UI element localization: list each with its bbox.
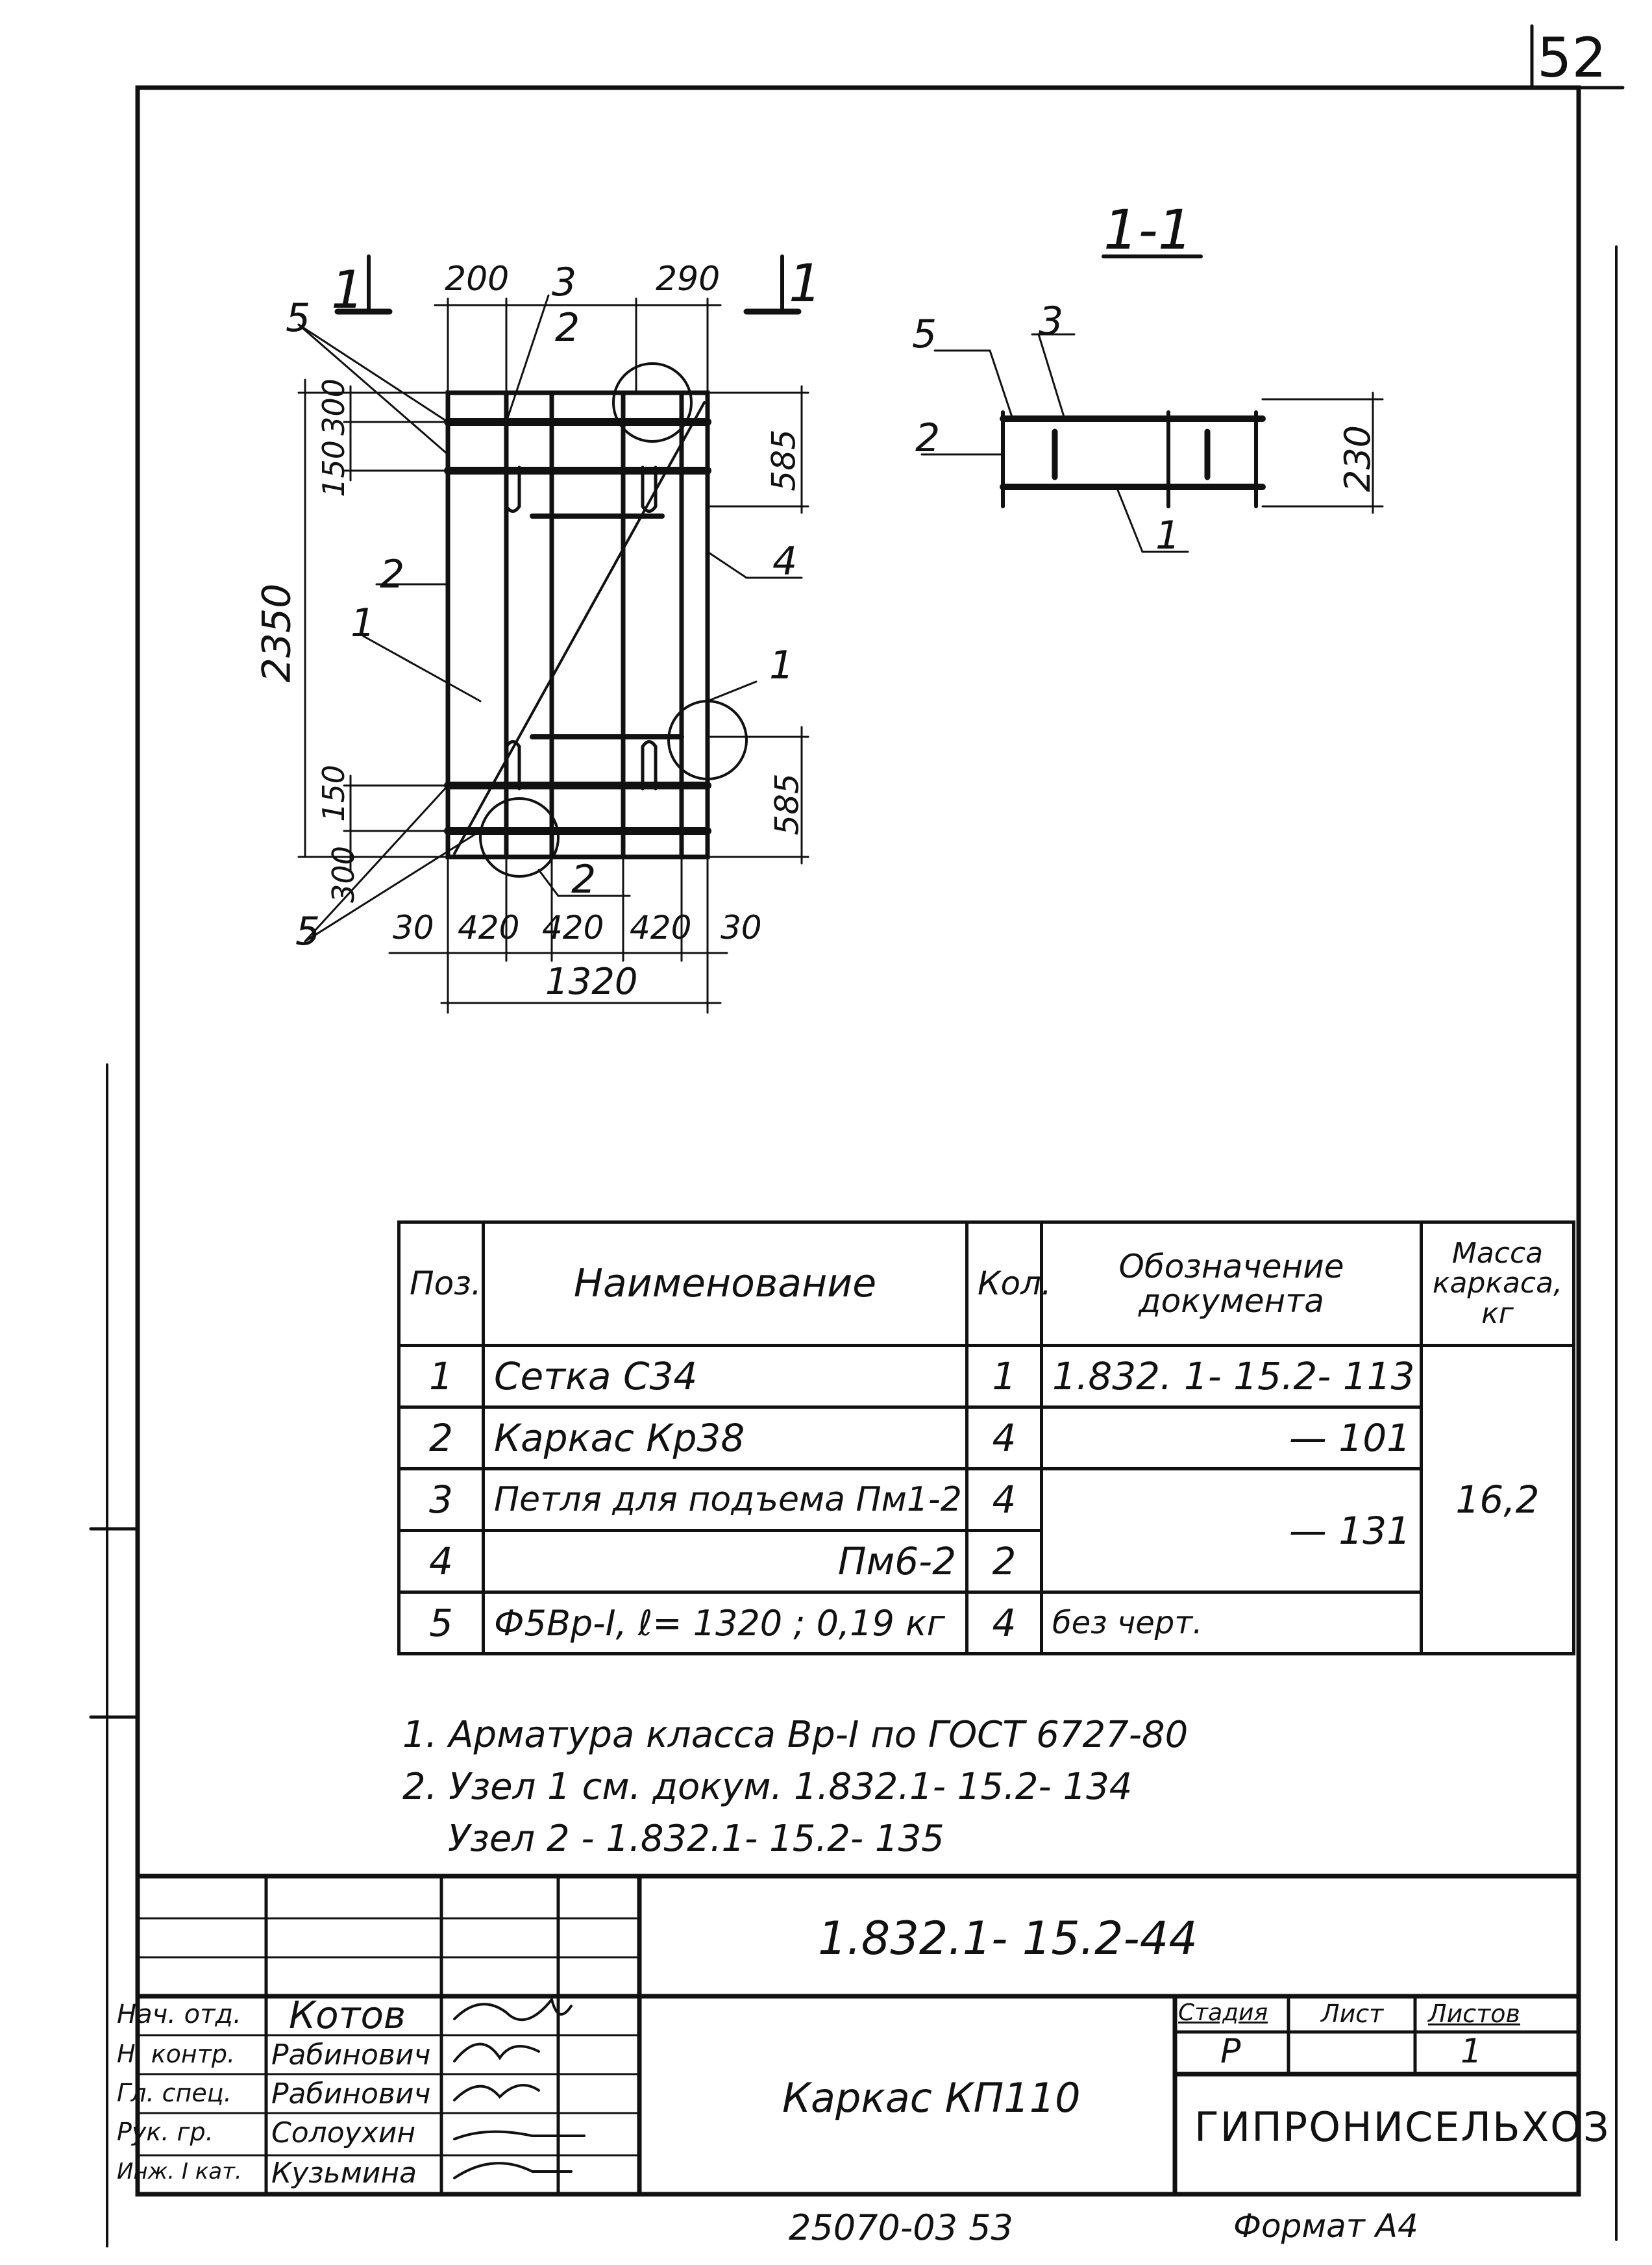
section-callout-2: 2 — [915, 415, 941, 461]
header-mass-line1: Масса — [1451, 1237, 1544, 1270]
section-dim-230: 230 — [1337, 425, 1379, 493]
row-doc: 1.832. 1- 15.2- 113 — [1042, 1346, 1422, 1407]
table-row — [399, 1592, 1574, 1654]
dim-top-right: 290 — [656, 260, 721, 299]
row-name: Сетка С34 — [484, 1346, 967, 1407]
dim-bottom-total: 1320 — [545, 961, 638, 1003]
dim-left-lower-a: 150 — [315, 765, 351, 822]
section-callout-3: 3 — [1039, 299, 1064, 344]
dim-right-lower: 585 — [768, 773, 806, 835]
specification-table — [397, 1220, 1575, 1655]
stage-value: Р — [1220, 2032, 1241, 2071]
row-doc: — 101 — [1042, 1407, 1422, 1469]
row-qty: 4 — [967, 1469, 1042, 1531]
row-qty: 2 — [967, 1531, 1042, 1592]
row-qty: 4 — [967, 1592, 1042, 1654]
inventory-number: 25070-03 53 — [789, 2207, 1013, 2248]
row-pos: 1 — [399, 1346, 484, 1407]
row-doc: без черт. — [1042, 1592, 1422, 1654]
row-name: Пм6-2 — [484, 1531, 967, 1592]
callout-1-left: 1 — [351, 600, 376, 646]
cut-mark-right: 1 — [789, 253, 822, 314]
organization: ГИПРОНИСЕЛЬХОЗ — [1194, 2103, 1610, 2151]
sig-name-3: Рабинович — [271, 2077, 431, 2110]
note-2: 2. Узел 1 см. докум. 1.832.1- 15.2- 134 — [402, 1766, 1133, 1808]
sig-role-1: Нач. отд. — [117, 1999, 241, 2029]
note-3: Узел 2 - 1.832.1- 15.2- 135 — [448, 1818, 944, 1860]
dim-top-left: 200 — [445, 260, 510, 299]
sig-role-2: Н. контр. — [117, 2040, 236, 2068]
header-pos: Поз. — [399, 1222, 484, 1346]
section-callout-1: 1 — [1155, 513, 1181, 558]
header-mass-line3: кг — [1481, 1296, 1514, 1330]
dim-bottom-5: 30 — [721, 909, 762, 947]
header-doc — [1042, 1222, 1422, 1346]
callout-4: 4 — [772, 539, 798, 584]
row-name: Ф5Вр-I, ℓ= 1320 ; 0,19 кг — [484, 1592, 967, 1654]
dim-bottom-1: 30 — [393, 909, 434, 947]
row-qty: 4 — [967, 1407, 1042, 1469]
sheets-value: 1 — [1461, 2032, 1483, 2071]
row-name: Петля для подъема Пм1-2 — [484, 1469, 967, 1531]
row-pos: 3 — [399, 1469, 484, 1531]
header-qty: Кол. — [967, 1222, 1042, 1346]
section-title: 1-1 — [1103, 198, 1193, 262]
row-qty: 1 — [967, 1346, 1042, 1407]
note-1: 1. Арматура класса Вр-I по ГОСТ 6727-80 — [402, 1714, 1189, 1756]
table-row — [399, 1346, 1574, 1407]
cut-mark-left: 1 — [331, 260, 364, 320]
sig-name-4: Солоухин — [271, 2116, 416, 2149]
header-mass — [1422, 1222, 1574, 1346]
dim-left-upper-a: 300 — [315, 378, 351, 436]
drawing-title: Каркас КП110 — [782, 2074, 1081, 2122]
dim-left-total: 2350 — [254, 583, 300, 683]
row-name: Каркас Кр38 — [484, 1407, 967, 1469]
row-pos: 4 — [399, 1531, 484, 1592]
doc-code: 1.832.1- 15.2-44 — [818, 1912, 1198, 1965]
callout-1-right: 1 — [769, 643, 795, 688]
sig-name-5: Кузьмина — [271, 2157, 417, 2190]
header-doc-line2: документа — [1139, 1281, 1324, 1320]
callout-2-top: 2 — [555, 305, 580, 351]
callout-5-bottom: 5 — [295, 909, 321, 954]
sig-role-3: Гл. спец. — [117, 2079, 232, 2107]
sheets-label: Листов — [1428, 1999, 1520, 2028]
dim-left-lower-b: 300 — [325, 846, 361, 903]
callout-3: 3 — [552, 260, 577, 305]
sheet-number: 52 — [1537, 26, 1607, 90]
table-row — [399, 1407, 1574, 1469]
signature-scribble — [454, 1999, 571, 2020]
dim-bottom-4: 420 — [630, 909, 692, 947]
mass-value: 16,2 — [1422, 1346, 1574, 1654]
dim-bottom-3: 420 — [542, 909, 604, 947]
table-row — [399, 1469, 1574, 1531]
section-1-1 — [922, 256, 1383, 552]
header-name: Наименование — [484, 1222, 967, 1346]
callout-2-bottom: 2 — [571, 857, 597, 902]
row-pos: 2 — [399, 1407, 484, 1469]
dim-right-upper: 585 — [765, 429, 803, 491]
section-callout-5: 5 — [912, 312, 937, 357]
stage-label: Стадия — [1178, 1999, 1268, 2026]
dim-bottom-2: 420 — [458, 909, 520, 947]
sig-role-4: Рук. гр. — [117, 2118, 214, 2146]
callout-2-left: 2 — [380, 552, 405, 597]
sig-name-1: Котов — [289, 1993, 406, 2037]
row-pos: 5 — [399, 1592, 484, 1654]
format-label: Формат А4 — [1233, 2207, 1418, 2245]
header-doc-line1: Обозначение — [1118, 1248, 1344, 1285]
sig-name-2: Рабинович — [271, 2038, 431, 2072]
dim-left-upper-b: 150 — [315, 440, 351, 497]
sig-role-5: Инж. I кат. — [117, 2159, 242, 2185]
header-mass-line2: каркаса, — [1432, 1267, 1563, 1300]
row-doc: — 131 — [1042, 1469, 1422, 1592]
sheet-label: Лист — [1321, 1999, 1384, 2028]
callout-5-top: 5 — [286, 295, 311, 341]
